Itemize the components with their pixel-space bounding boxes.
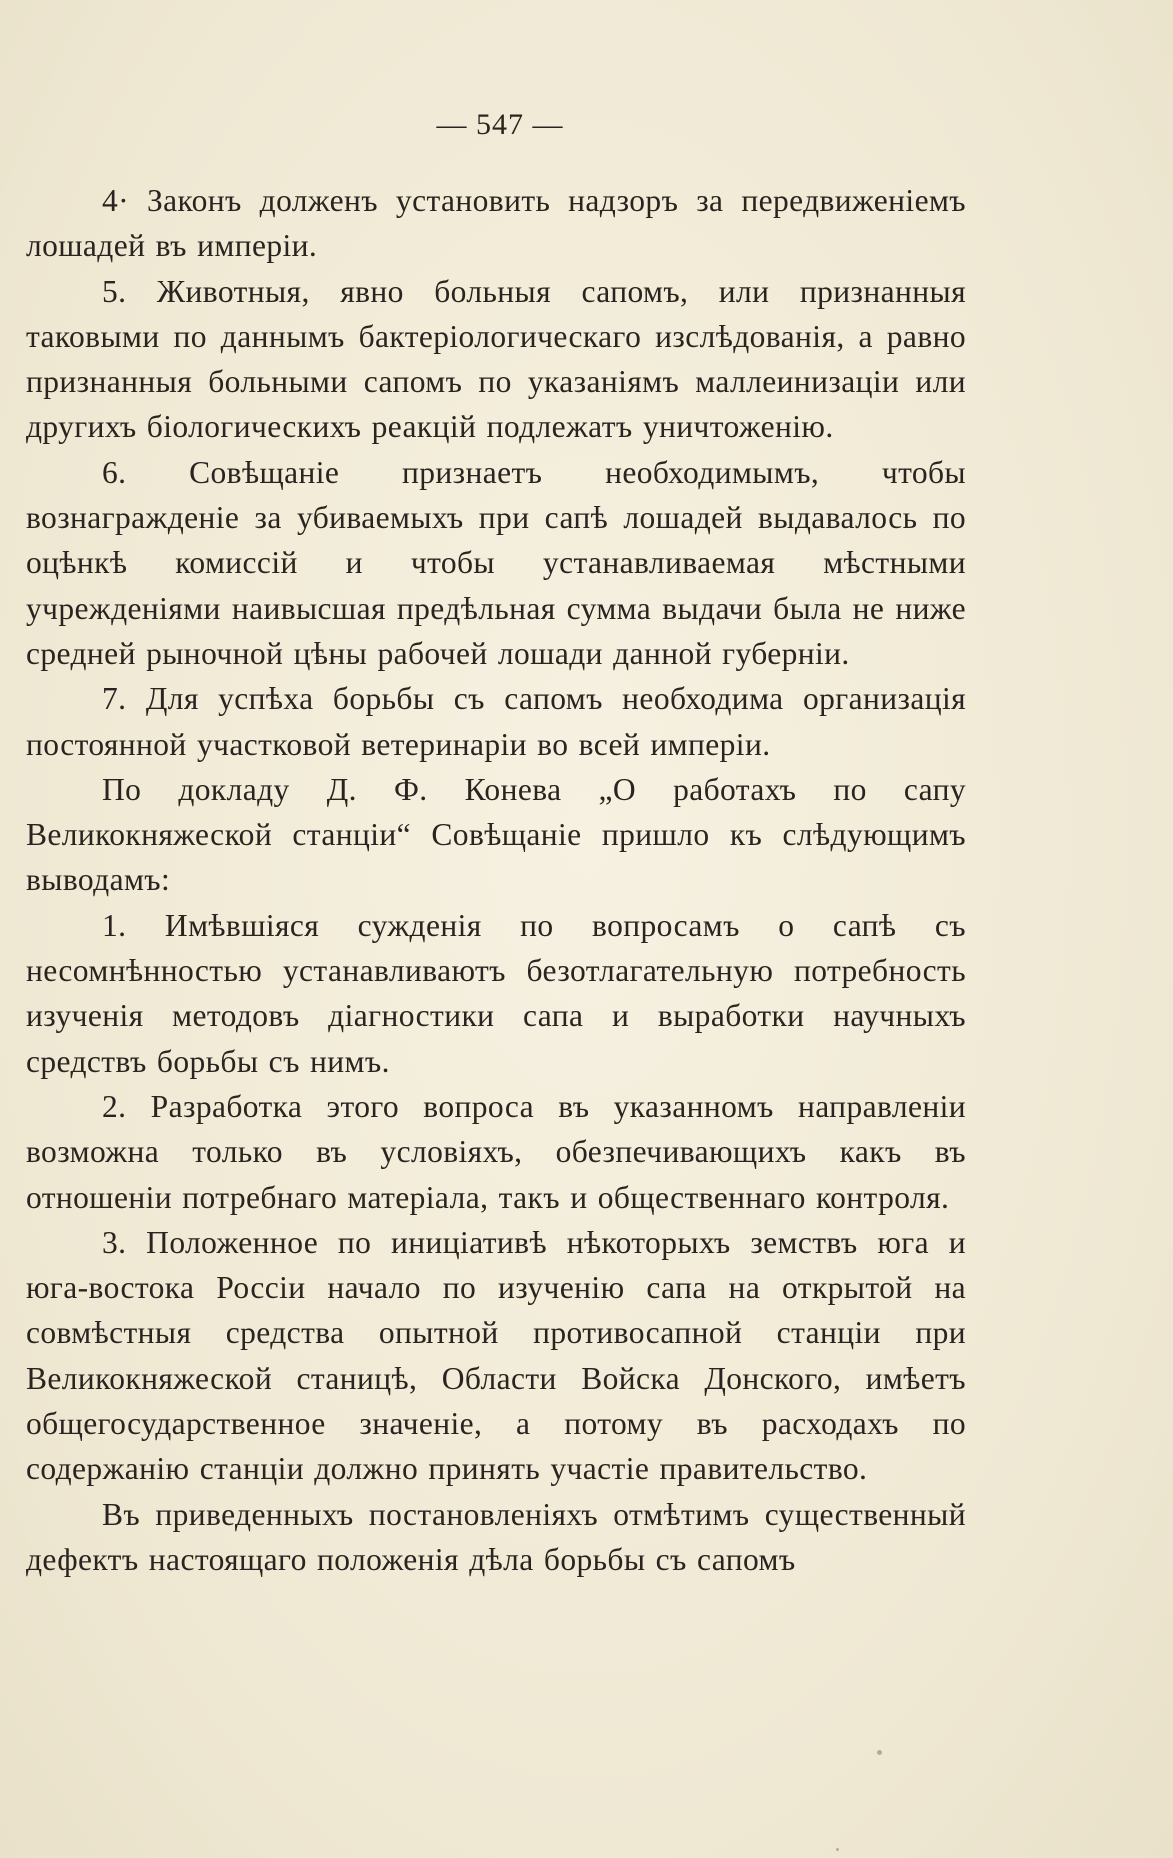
paragraph-conclusion-1: 1. Имѣвшіяся сужденія по вопросамъ о сапѣ съ несомнѣнностью устанавливаютъ безотлагательную потребность изученія методовъ діагностики сапа и выработки научныхъ средствъ борьбы съ нимъ. xyxy=(26,907,966,1079)
paragraph-conclusion-2: 2. Разработка этого вопроса въ указанномъ направленіи возможна только въ условіяхъ, обезпечивающихъ какъ въ отношеніи потребнаго матеріала, такъ и общественнаго контроля. xyxy=(26,1088,966,1215)
paragraph-item-5: 5. Животныя, явно больныя сапомъ, или признанныя таковыми по даннымъ бактеріологическаго изслѣдованія, а равно признанныя больными сапомъ по указаніямъ маллеинизаціи или другихъ біологическихъ реакцій подлежатъ уничтоженію. xyxy=(26,273,966,445)
page-number: — 547 — xyxy=(436,108,564,141)
text-body xyxy=(26,178,966,1582)
ink-speck xyxy=(877,1750,882,1755)
paragraph-conclusion-3: 3. Положенное по иниціативѣ нѣкоторыхъ земствъ юга и юга-востока Россіи начало по изученію сапа на открытой на совмѣстныя средства опытной противосапной станціи при Великокняжеской станицѣ, Области Войска Донского, имѣетъ общегосударственное значеніе, а потому въ расходахъ по содержанію станціи должно принять участіе правительство. xyxy=(26,1224,966,1487)
ink-speck xyxy=(836,1848,839,1851)
paragraph-item-7: 7. Для успѣха борьбы съ сапомъ необходима организація постоянной участковой ветеринаріи во всей имперіи. xyxy=(26,681,966,762)
paragraph-closing: Въ приведенныхъ постановленіяхъ отмѣтимъ существенный дефектъ настоящаго положенія дѣла борьбы съ сапомъ xyxy=(26,1496,966,1577)
paragraph-report-intro: По докладу Д. Ф. Конева „О работахъ по сапу Великокняжеской станціи“ Совѣщаніе пришло къ слѣдующимъ выводамъ: xyxy=(26,771,966,898)
paragraph-item-6: 6. Совѣщаніе признаетъ необходимымъ, чтобы вознагражденіе за убиваемыхъ при сапѣ лошадей выдавалось по оцѣнкѣ комиссій и чтобы устанавливаемая мѣстными учрежденіями наивысшая предѣльная сумма выдачи была не ниже средней рыночной цѣны рабочей лошади данной губерніи. xyxy=(26,454,966,671)
paragraph-item-4: 4· Законъ долженъ установить надзоръ за передвиженіемъ лошадей въ имперіи. xyxy=(26,183,966,264)
